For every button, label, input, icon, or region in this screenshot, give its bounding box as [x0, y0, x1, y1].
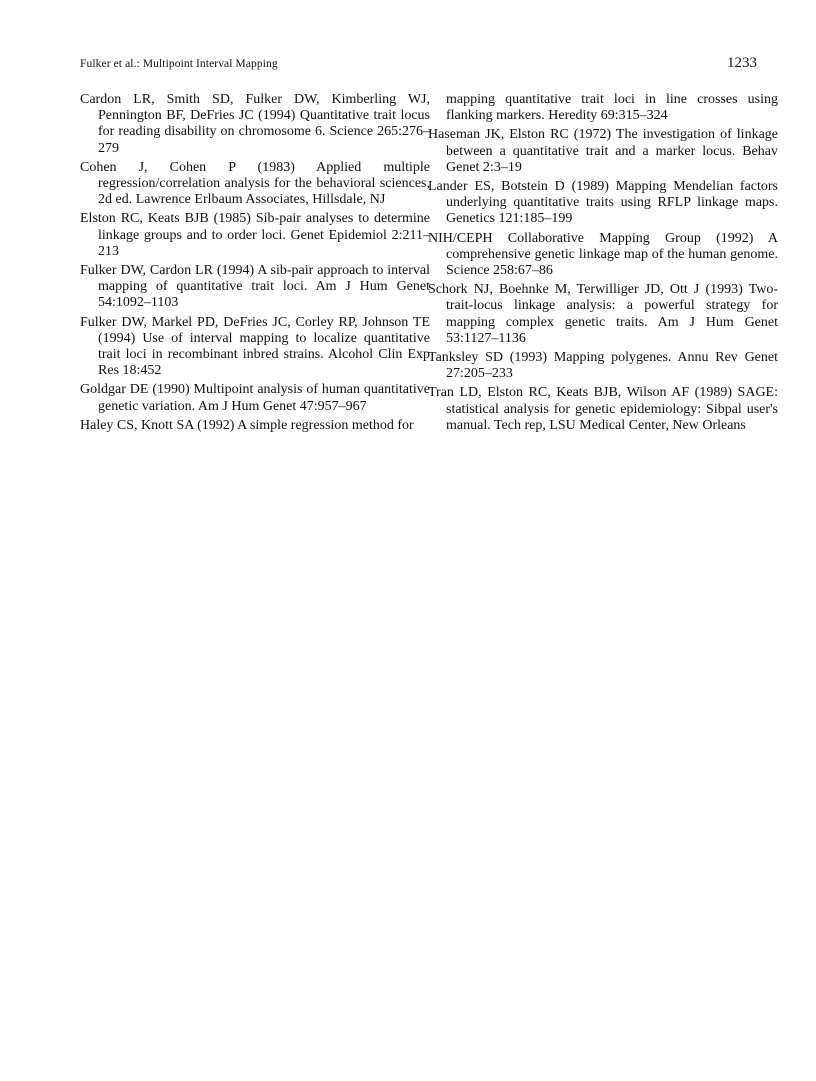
- reference-entry: Tran LD, Elston RC, Keats BJB, Wilson AF (1989) SAGE: statistical analysis for genetic epidemiology: Sibpal user's manual. Tech rep, LSU Medical Center, New Orleans: [428, 385, 778, 433]
- reference-entry: Tanksley SD (1993) Mapping polygenes. Annu Rev Genet 27:205–233: [428, 350, 778, 382]
- reference-entry: Schork NJ, Boehnke M, Terwilliger JD, Ott J (1993) Two-trait-locus linkage analysis: a powerful strategy for mapping complex genetic traits. Am J Hum Genet 53:1127–1136: [428, 282, 778, 346]
- references-left-column: [80, 92, 430, 437]
- reference-entry: Haley CS, Knott SA (1992) A simple regression method for: [80, 417, 414, 433]
- page-number: 1233: [727, 55, 757, 71]
- reference-entry-continuation: mapping quantitative trait loci in line crosses using flanking markers. Heredity 69:315–324: [446, 92, 778, 124]
- reference-entry: Fulker DW, Cardon LR (1994) A sib-pair approach to interval mapping of quantitative trait loci. Am J Hum Genet 54:1092–1103: [80, 263, 430, 311]
- reference-entry: Haseman JK, Elston RC (1972) The investigation of linkage between a quantitative trait and a marker locus. Behav Genet 2:3–19: [428, 127, 778, 175]
- reference-entry: NIH/CEPH Collaborative Mapping Group (1992) A comprehensive genetic linkage map of the human genome. Science 258:67–86: [428, 230, 778, 279]
- references-right-column: [428, 92, 778, 437]
- reference-entry: Cohen J, Cohen P (1983) Applied multiple regression/correlation analysis for the behavioral sciences, 2d ed. Lawrence Erlbaum Associates, Hillsdale, NJ: [80, 159, 430, 208]
- reference-entry: Fulker DW, Markel PD, DeFries JC, Corley RP, Johnson TE (1994) Use of interval mapping to localize quantitative trait loci in recombinant inbred strains. Alcohol Clin Exp Res 18:452: [80, 314, 430, 379]
- reference-entry: Elston RC, Keats BJB (1985) Sib-pair analyses to determine linkage groups and to order loci. Genet Epidemiol 2:211–213: [80, 211, 430, 259]
- reference-entry: Cardon LR, Smith SD, Fulker DW, Kimberling WJ, Pennington BF, DeFries JC (1994) Quantitative trait locus for reading disability on chromosome 6. Science 265:276–279: [80, 92, 430, 156]
- reference-entry: Goldgar DE (1990) Multipoint analysis of human quantitative genetic variation. Am J Hum Genet 47:957–967: [80, 382, 430, 414]
- running-head: Fulker et al.: Multipoint Interval Mapping: [80, 58, 278, 70]
- reference-entry: Lander ES, Botstein D (1989) Mapping Mendelian factors underlying quantitative traits using RFLP linkage maps. Genetics 121:185–199: [428, 179, 778, 227]
